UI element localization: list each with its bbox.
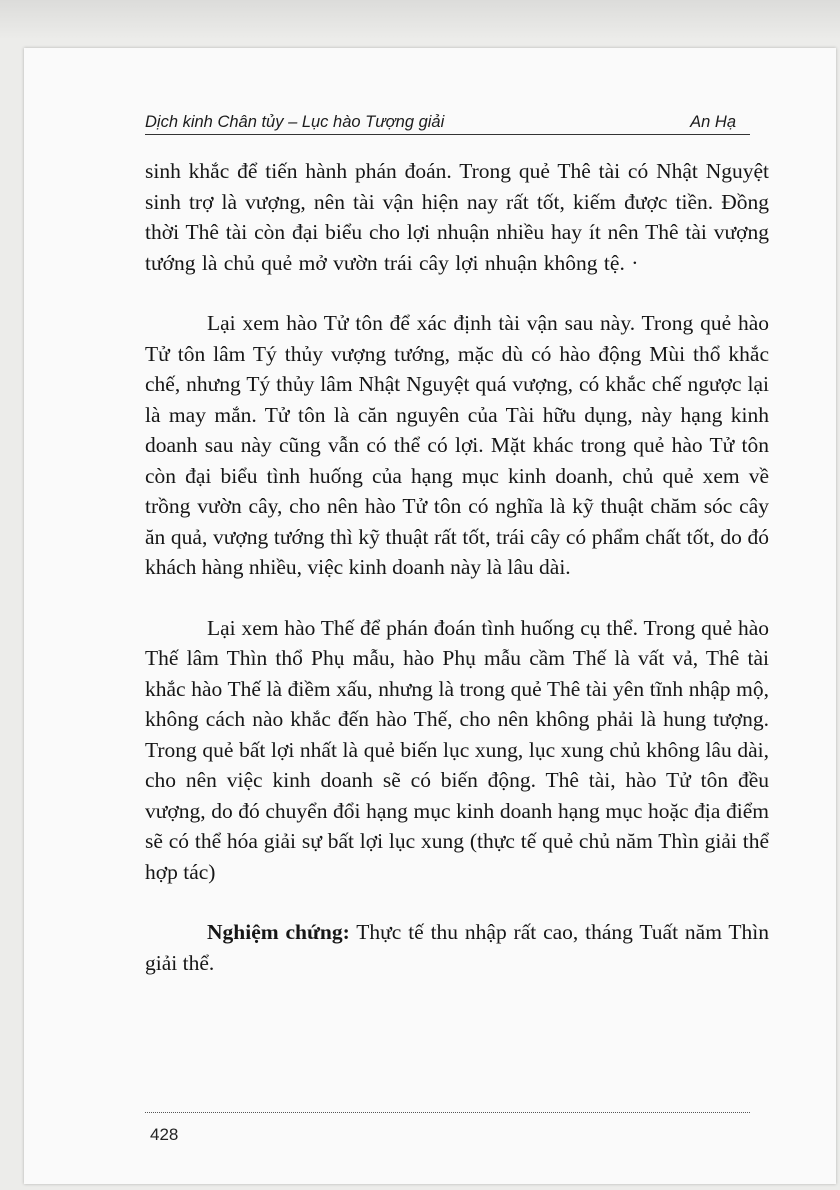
running-header xyxy=(145,108,750,135)
paragraph-verification xyxy=(145,917,769,978)
paragraph-tu-ton: Lại xem hào Tử tôn để xác định tài vận sau này. Trong quẻ hào Tử tôn lâm Tý thủy vượng tướng, mặc dù có hào động Mùi thổ khắc chế, nhưng Tý thủy lâm Nhật Nguyệt quá vượng, có khắc chế ngược lại là may mắn. Tử tôn là căn nguyên của Tài hữu dụng, này hạng kinh doanh sau này cũng vẫn có thể có lợi. Mặt khác trong quẻ hào Tử tôn còn đại biểu tình huống của hạng mục kinh doanh, chủ quẻ xem về trồng vườn cây, cho nên hào Tử tôn có nghĩa là kỹ thuật chăm sóc cây ăn quả, vượng tướng thì kỹ thuật rất tốt, trái cây có phẩm chất tốt, do đó khách hàng nhiều, việc kinh doanh này là lâu dài. xyxy=(145,311,769,579)
verification-text: Thực tế thu nhập rất cao, tháng Tuất năm Thìn giải thể. xyxy=(145,920,769,975)
book-title: Dịch kinh Chân tủy – Lục hào Tượng giải xyxy=(145,113,445,131)
footer-divider xyxy=(145,1112,750,1113)
page-body xyxy=(145,156,769,978)
author-name: An Hạ xyxy=(690,113,736,131)
verification-label: Nghiệm chứng: xyxy=(207,920,350,944)
page-number: 428 xyxy=(150,1125,179,1144)
paragraph-hao-the: Lại xem hào Thế để phán đoán tình huống cụ thể. Trong quẻ hào Thế lâm Thìn thổ Phụ mẫu, hào Phụ mẫu cầm Thế là vất vả, Thê tài khắc hào Thế là điềm xấu, nhưng là trong quẻ Thê tài yên tĩnh nhập mộ, không cách nào khắc đến hào Thế, cho nên không phải là hung tượng. Trong quẻ bất lợi nhất là quẻ biến lục xung, lục xung chủ không lâu dài, cho nên việc kinh doanh sẽ có biến động. Thê tài, hào Tử tôn đều vượng, do đó chuyển đổi hạng mục kinh doanh hạng mục hoặc địa điểm sẽ có thể hóa giải sự bất lợi lục xung (thực tế quẻ chủ năm Thìn giải thể hợp tác) xyxy=(145,615,769,884)
paragraph-continuation: sinh khắc để tiến hành phán đoán. Trong quẻ Thê tài có Nhật Nguyệt sinh trợ là vượng, nên tài vận hiện nay rất tốt, kiếm được tiền. Đồng thời Thê tài còn đại biểu cho lợi nhuận nhiều hay ít nên Thê tài vượng tướng là chủ quẻ mở vườn trái cây lợi nhuận không tệ. · xyxy=(145,159,769,275)
